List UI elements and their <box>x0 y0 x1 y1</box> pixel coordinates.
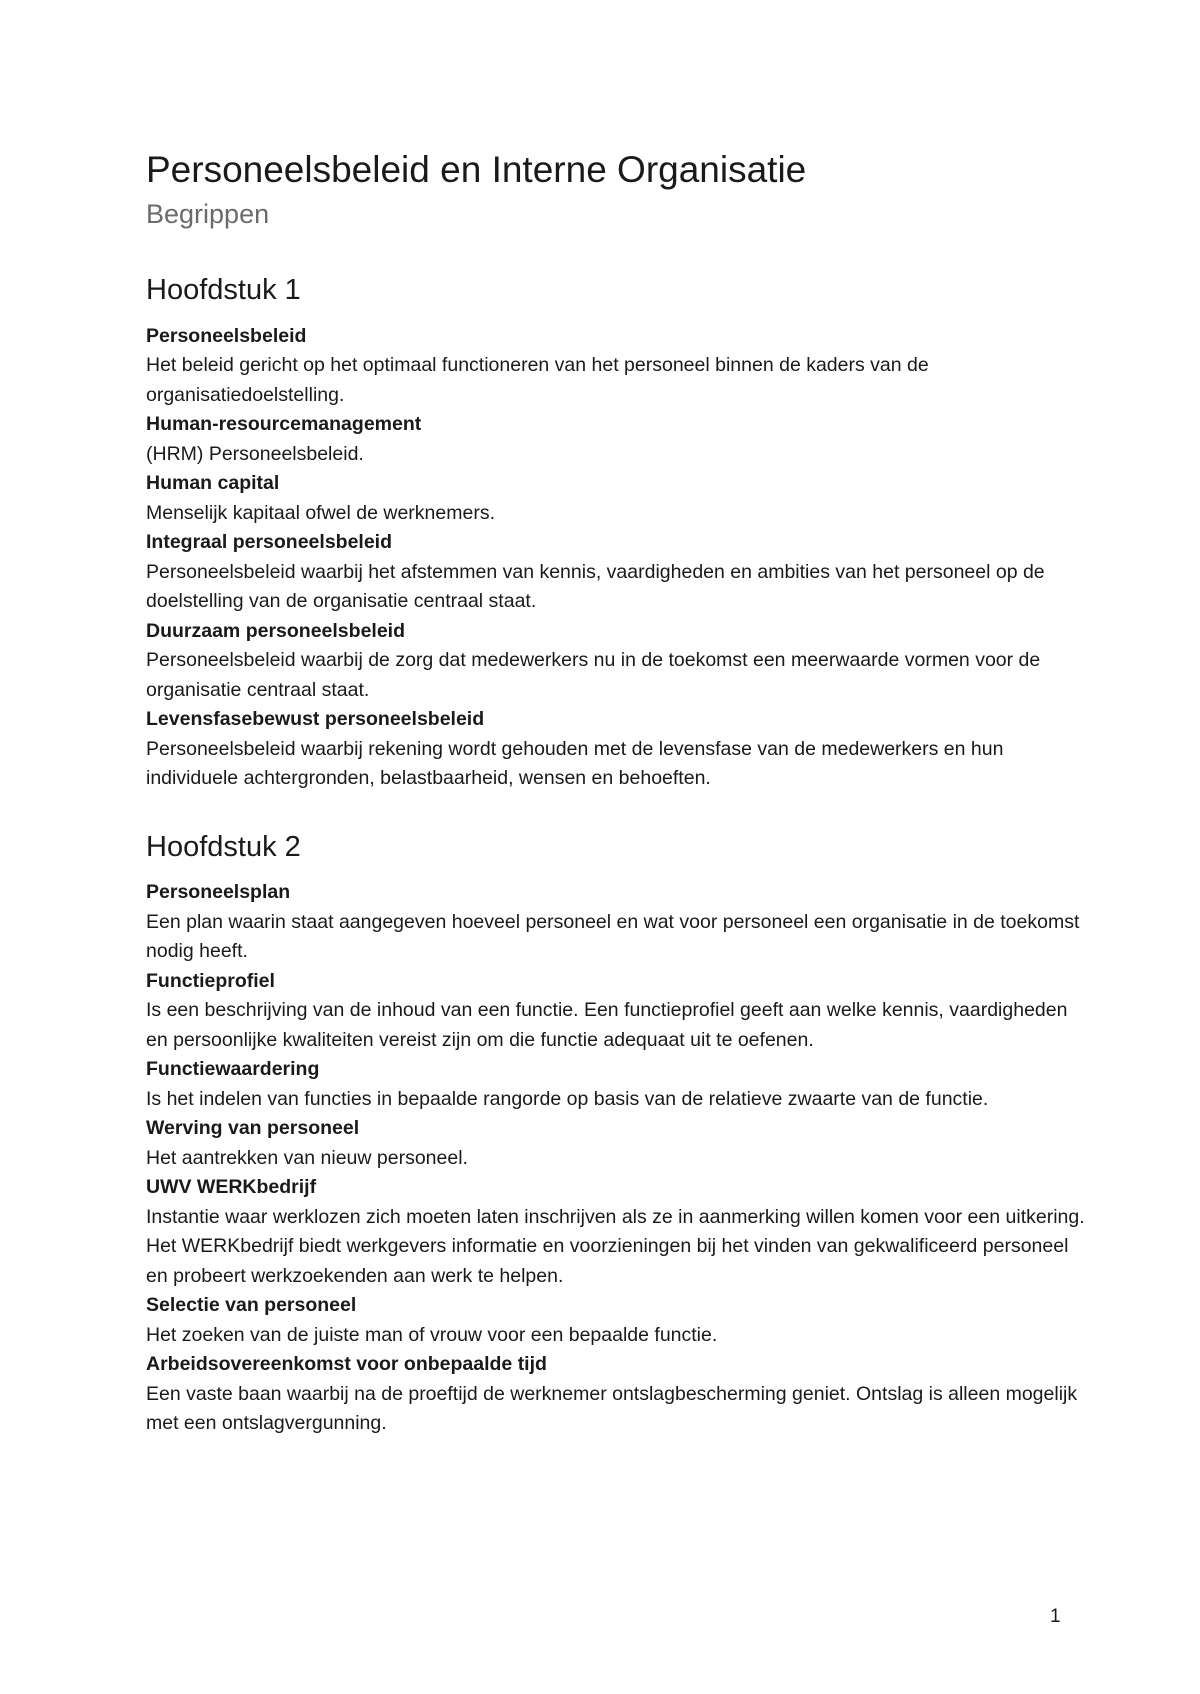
chapter-heading: Hoofdstuk 1 <box>146 273 301 306</box>
chapter-1-section <box>146 273 1086 794</box>
term-title: Human-resourcemanagement <box>146 413 422 436</box>
term-definition: Een plan waarin staat aangegeven hoeveel personeel en wat voor personeel een organisatie in de toekomst nodig heeft. <box>146 910 1080 963</box>
term-definition: Is een beschrijving van de inhoud van een functie. Een functieprofiel geeft aan welke kennis, vaardigheden en persoonlijke kwaliteiten vereist zijn om die functie adequaat uit te oefenen. <box>146 999 1068 1051</box>
term-definition: Het beleid gericht op het optimaal functioneren van het personeel binnen de kaders van de organisatiedoelstelling. <box>146 354 929 406</box>
term-title: Personeelsbeleid <box>146 324 307 347</box>
term-title: Selectie van personeel <box>146 1294 357 1317</box>
term-title: UWV WERKbedrijf <box>146 1176 317 1199</box>
term-definition: Personeelsbeleid waarbij rekening wordt gehouden met de levensfase van de medewerkers en hun individuele achtergronden, belastbaarheid, wensen en behoeften. <box>146 737 1004 790</box>
term-definition: Het aantrekken van nieuw personeel. <box>146 1146 468 1169</box>
term-title: Functiewaardering <box>146 1058 320 1081</box>
term-title: Werving van personeel <box>146 1117 360 1140</box>
term-title: Personeelsplan <box>146 881 291 904</box>
term-title: Duurzaam personeelsbeleid <box>146 619 406 642</box>
term-title: Levensfasebewust personeelsbeleid <box>146 708 485 731</box>
term-definition: Menselijk kapitaal ofwel de werknemers. <box>146 501 495 524</box>
term-definition: Een vaste baan waarbij na de proeftijd de werknemer ontslagbescherming geniet. Ontslag is alleen mogelijk met een ontslagvergunning. <box>146 1382 1078 1435</box>
term-title: Integraal personeelsbeleid <box>146 531 393 554</box>
term-definition: (HRM) Personeelsbeleid. <box>146 442 364 465</box>
term-title: Human capital <box>146 472 280 495</box>
document-subtitle: Begrippen <box>146 199 270 230</box>
document-page <box>146 140 1086 1439</box>
document-title: Personeelsbeleid en Interne Organisatie <box>146 149 807 190</box>
term-definition: Is het indelen van functies in bepaalde rangorde op basis van de relatieve zwaarte van de functie. <box>146 1087 989 1110</box>
chapter-2-section <box>146 830 1086 1439</box>
term-title: Functieprofiel <box>146 969 275 992</box>
term-title: Arbeidsovereenkomst voor onbepaalde tijd <box>146 1353 547 1376</box>
term-definition: Instantie waar werklozen zich moeten laten inschrijven als ze in aanmerking willen komen voor een uitkering. Het WERKbedrijf biedt werkgevers informatie en voorzieningen bij het vinden van gekwalificeerd personeel en probeert werkzoekenden aan werk te helpen. <box>146 1205 1085 1287</box>
term-definition: Personeelsbeleid waarbij het afstemmen van kennis, vaardigheden en ambities van het personeel op de doelstelling van de organisatie centraal staat. <box>146 560 1045 613</box>
term-definition: Het zoeken van de juiste man of vrouw voor een bepaalde functie. <box>146 1323 718 1346</box>
page-number: 1 <box>1050 1606 1061 1627</box>
chapter-heading: Hoofdstuk 2 <box>146 830 301 863</box>
term-definition: Personeelsbeleid waarbij de zorg dat medewerkers nu in de toekomst een meerwaarde vormen voor de organisatie centraal staat. <box>146 649 1041 701</box>
